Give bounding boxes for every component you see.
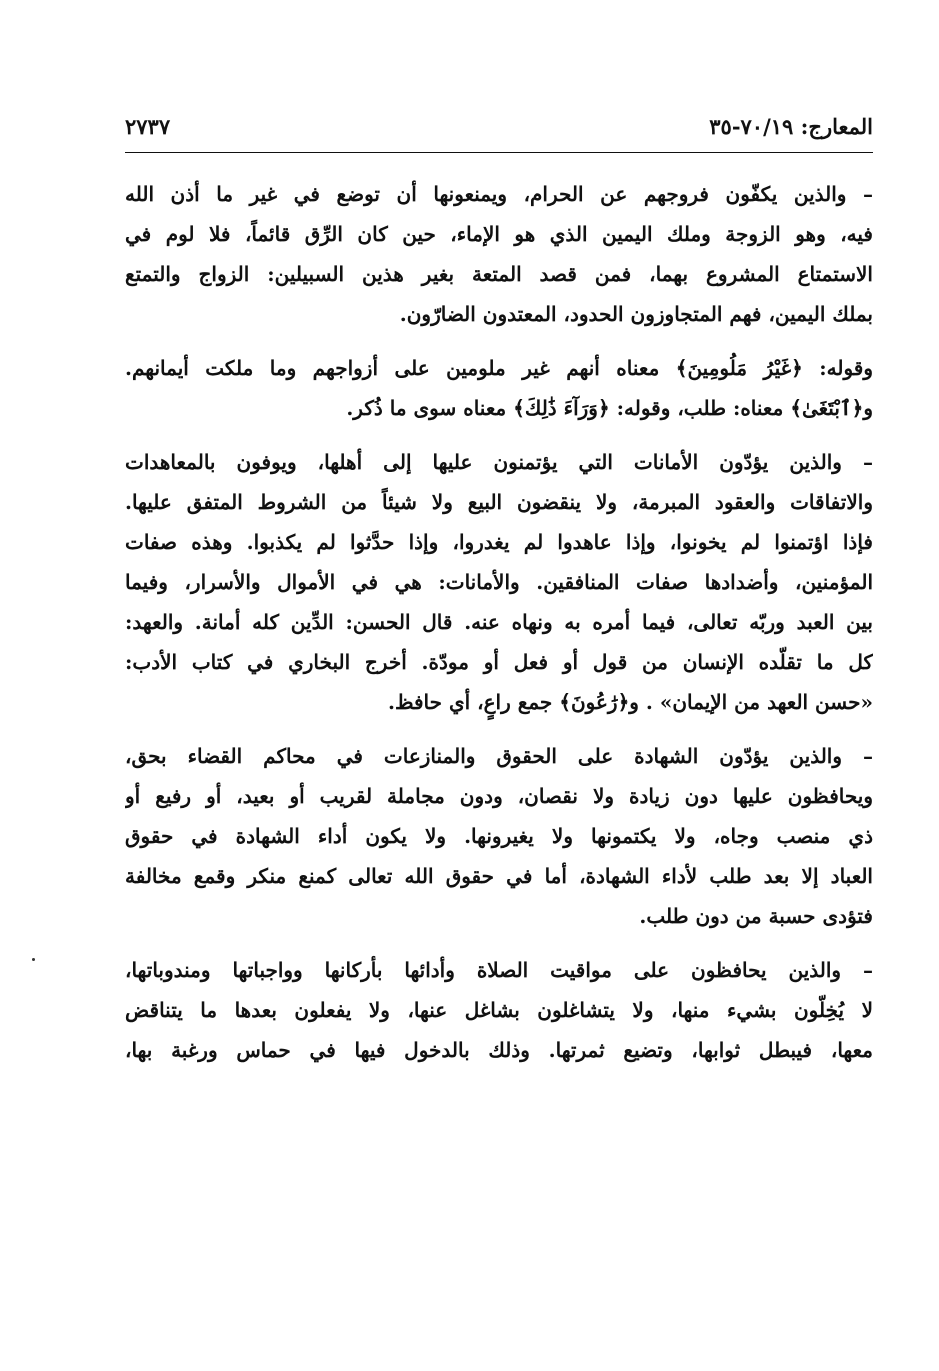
text-line: فتؤدى حسبة من دون طلب. bbox=[639, 904, 873, 928]
scan-speck bbox=[32, 958, 35, 961]
paragraph-testimony bbox=[125, 736, 873, 936]
paragraph-word-explanation bbox=[125, 348, 873, 428]
text-line: – والذين يؤدّون الأمانات التي يؤتمنون عليها إلى أهلها، ويوفون بالمعاهدات bbox=[125, 450, 873, 474]
text-line: وقوله: ﴿غَيْرُ مَلُومِينَ﴾ معناه أنهم غير ملومين على أزواجهم وما ملكت أيمانهم. bbox=[125, 356, 873, 380]
text-line: بين العبد وربّه تعالى، فيما أمره به ونهاه عنه. قال الحسن: الدِّين كله أمانة. والعهد: bbox=[125, 610, 873, 634]
page-number: ٢٧٣٧ bbox=[125, 114, 171, 139]
paragraph-trusts bbox=[125, 442, 873, 722]
text-line: العباد إلا بعد طلب لأداء الشهادة، أما في حقوق الله تعالى كمنع منكر وقمع مخالفة bbox=[125, 864, 873, 888]
text-line: «حسن العهد من الإيمان» . و﴿رَٰعُونَ﴾ جمع راعٍ، أي حافظ. bbox=[388, 690, 873, 714]
text-line: بملك اليمين، فهم المتجاوزون الحدود، المعتدون الضارّون. bbox=[399, 302, 873, 326]
text-line: فإذا اؤتمنوا لم يخونوا، وإذا عاهدوا لم يغدروا، وإذا حدَّثوا لم يكذبوا. وهذه صفات bbox=[125, 530, 873, 554]
text-line: لا يُخِلّون بشيء منها، ولا يتشاغلون بشاغل عنها، ولا يفعلون بعدها ما يتناقض bbox=[125, 998, 873, 1022]
text-line: ويحافظون عليها دون زيادة ولا نقصان، ودون مجاملة لقريب أو بعيد، أو رفيع أو bbox=[125, 784, 873, 808]
surah-reference: المعارج: ٧٠/١٩-٣٥ bbox=[709, 114, 873, 139]
text-line: – والذين يؤدّون الشهادة على الحقوق والمنازعات في محاكم القضاء بحق، bbox=[125, 744, 873, 768]
running-header bbox=[125, 108, 873, 153]
body-text bbox=[125, 174, 873, 1084]
text-line: كل ما تقلّده الإنسان من قول أو فعل أو مودّة. أخرج البخاري في كتاب الأدب: bbox=[125, 650, 873, 674]
text-line: معها، فيبطل ثوابها، وتضيع ثمرتها. وذلك بالدخول فيها في حماس ورغبة بها، bbox=[125, 1038, 873, 1062]
text-line: والاتفاقات والعقود المبرمة، ولا ينقضون البيع ولا شيئاً من الشروط المتفق عليها. bbox=[125, 490, 873, 514]
text-line: – والذين يكفّون فروجهم عن الحرام، ويمنعونها أن توضع في غير ما أذن الله bbox=[125, 182, 873, 206]
text-line: و﴿ٱبْتَغَىٰ﴾ معناه: طلب، وقوله: ﴿وَرَآءَ ذَٰلِكَ﴾ معناه سوى ما ذُكر. bbox=[346, 396, 873, 420]
text-line: المؤمنين، وأضدادها صفات المنافقين. والأمانات: هي في الأموال والأسرار، وفيما bbox=[125, 570, 873, 594]
paragraph-chastity bbox=[125, 174, 873, 334]
text-line: ذي منصب وجاه، ولا يكتمونها ولا يغيرونها. ولا يكون أداء الشهادة في حقوق bbox=[125, 824, 873, 848]
text-line: – والذين يحافظون على مواقيت الصلاة وأدائها بأركانها وواجباتها ومندوباتها، bbox=[125, 958, 873, 982]
text-line: الاستمتاع المشروع بهما، فمن قصد المتعة بغير هذين السبيلين: الزواج والتمتع bbox=[125, 262, 873, 286]
paragraph-prayer bbox=[125, 950, 873, 1070]
text-line: فيه، وهو الزوجة وملك اليمين الذي هو الإماء، حين كان الرِّق قائماً، فلا لوم في bbox=[125, 222, 873, 246]
